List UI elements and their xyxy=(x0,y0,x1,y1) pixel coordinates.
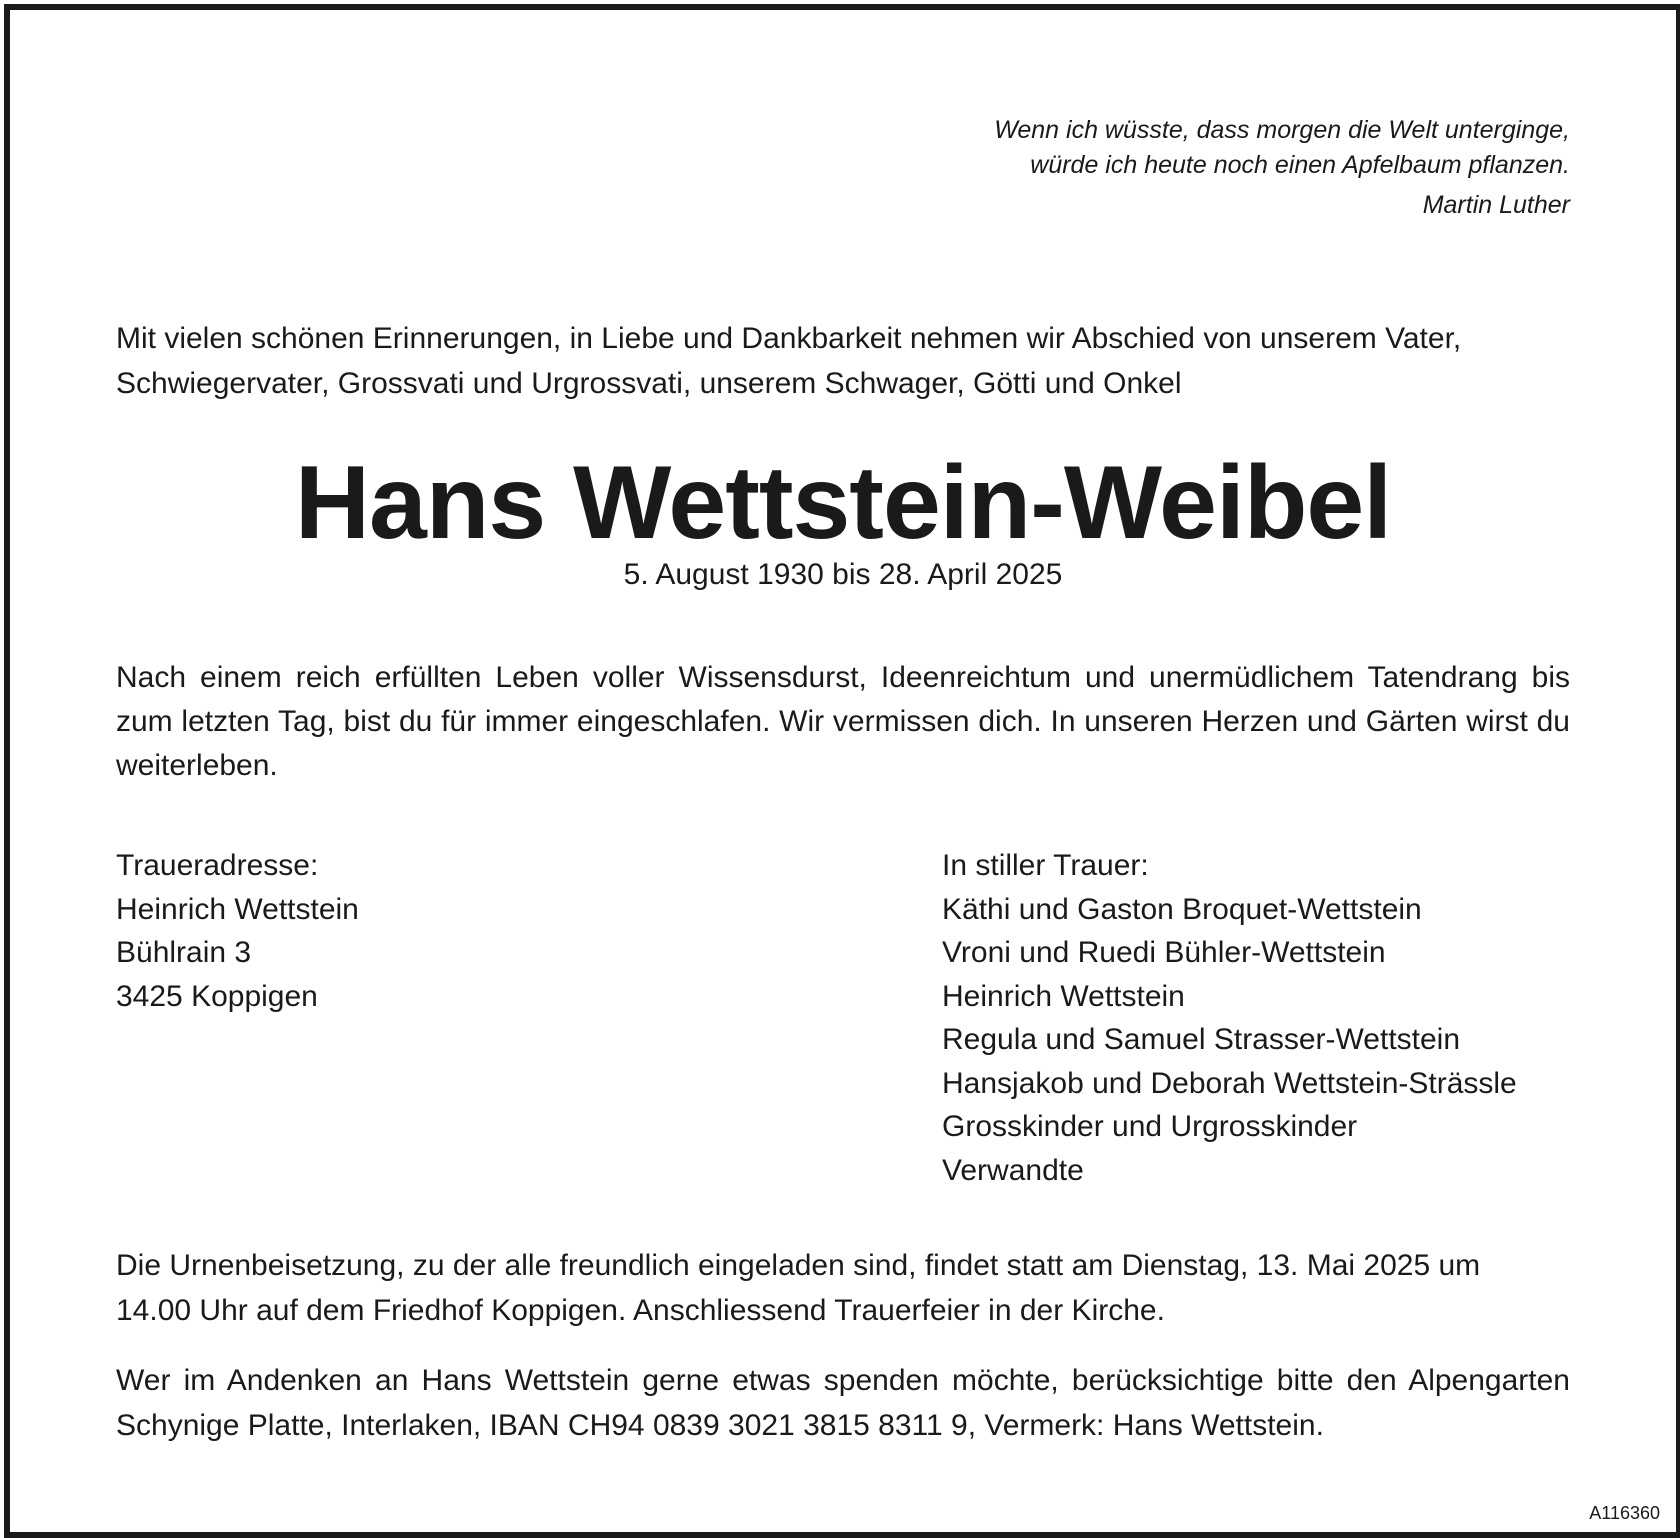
address-line: 3425 Koppigen xyxy=(116,979,318,1013)
mourners-list xyxy=(942,844,1517,1192)
mourning-address xyxy=(116,844,359,1018)
epigraph-quote xyxy=(994,113,1570,223)
intro-line: Mit vielen schönen Erinnerungen, in Liebe und Dankbarkeit nehmen wir Abschied von unserem Vater, xyxy=(116,322,1462,355)
address-line: Heinrich Wettstein xyxy=(116,892,359,926)
quote-line: würde ich heute noch einen Apfelbaum pflanzen. xyxy=(1030,151,1570,179)
mourners-heading: In stiller Trauer: xyxy=(942,849,1149,882)
burial-line: 14.00 Uhr auf dem Friedhof Koppigen. Anschliessend Trauerfeier in der Kirche. xyxy=(116,1294,1165,1327)
address-line: Bühlrain 3 xyxy=(116,936,252,969)
intro-line: Schwiegervater, Grossvati und Urgrossvati, unserem Schwager, Götti und Onkel xyxy=(116,367,1182,400)
mourner-name: Grosskinder und Urgrosskinder xyxy=(942,1110,1358,1143)
mourner-name: Käthi und Gaston Broquet-Wettstein xyxy=(942,892,1422,926)
quote-line: Wenn ich wüsste, dass morgen die Welt unterginge, xyxy=(994,116,1570,144)
tribute-text: Nach einem reich erfüllten Leben voller Wissensdurst, Ideenreichtum und unermüdlichem Tatendrang bis zum letzten Tag, bist du für immer eingeschlafen. Wir vermissen dich. In unseren Herzen und Gärten wirst du weiterleben. xyxy=(116,661,1570,782)
burial-info xyxy=(116,1243,1570,1333)
intro-text xyxy=(116,316,1570,406)
reference-number: A116360 xyxy=(1589,1503,1660,1523)
life-dates: 5. August 1930 bis 28. April 2025 xyxy=(623,558,1063,591)
address-heading: Traueradresse: xyxy=(116,849,319,882)
notice-content xyxy=(116,10,1570,1532)
quote-author: Martin Luther xyxy=(1422,191,1570,219)
mourner-name: Vroni und Ruedi Bühler-Wettstein xyxy=(942,936,1386,969)
mourner-name: Hansjakob und Deborah Wettstein-Strässle xyxy=(942,1066,1517,1100)
mourner-name: Heinrich Wettstein xyxy=(942,979,1185,1013)
burial-line: Die Urnenbeisetzung, zu der alle freundlich eingeladen sind, findet statt am Dienstag, 13. Mai 2025 um xyxy=(116,1249,1481,1282)
deceased-name: Hans Wettstein-Weibel xyxy=(294,445,1392,561)
obituary-notice xyxy=(4,4,1680,1538)
mourner-name: Verwandte xyxy=(942,1153,1084,1187)
mourner-name: Regula und Samuel Strasser-Wettstein xyxy=(942,1023,1461,1056)
donation-info: Wer im Andenken an Hans Wettstein gerne etwas spenden möchte, berücksichtige bitte den Alpengarten Schynige Platte, Interlaken, IBAN CH94 0839 3021 3815 8311 9, Vermerk: Hans Wettstein. xyxy=(116,1364,1570,1442)
